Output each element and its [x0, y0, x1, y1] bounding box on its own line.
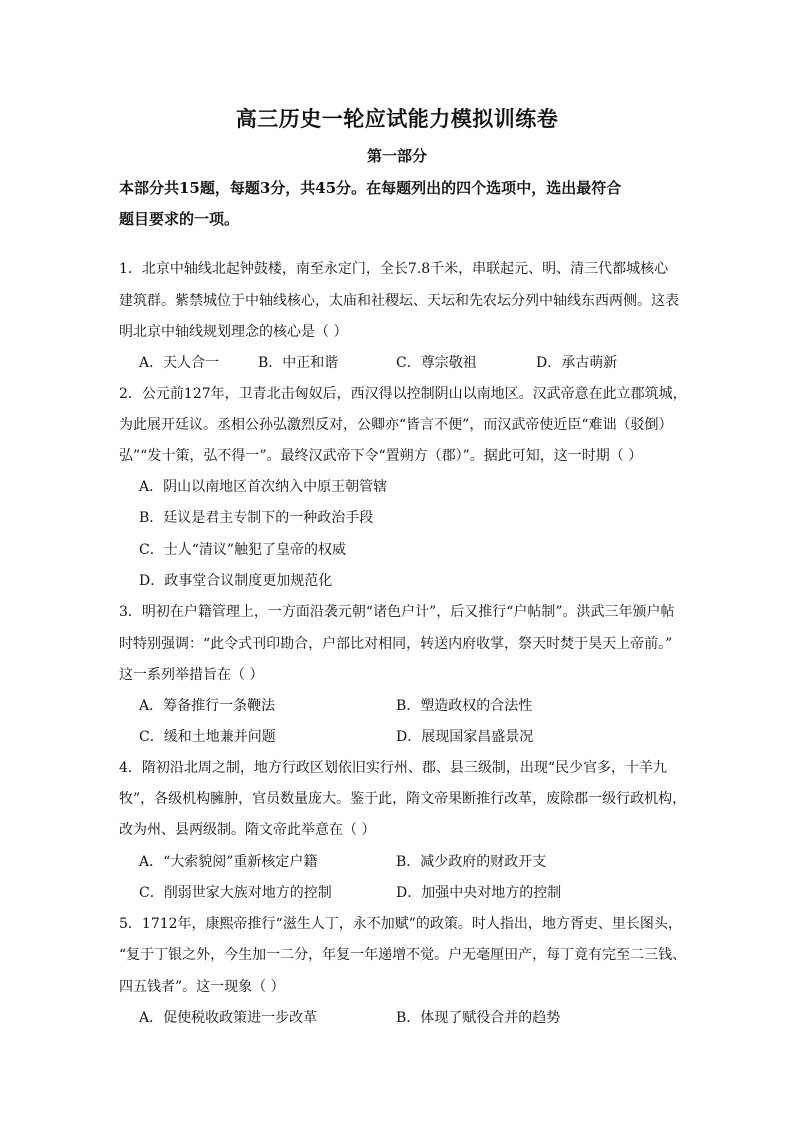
question-1-option-c[interactable]: C．尊宗敬祖	[396, 355, 477, 371]
question-3-option-d[interactable]: D．展现国家昌盛景况	[396, 729, 534, 745]
section-instructions	[119, 173, 679, 235]
question-5-text-line: “复于丁银之外，今生加一二分，年复一年递增不觉。户无毫厘田产，每丁竟有完至二三钱、	[119, 947, 687, 963]
question-3-option-c[interactable]: C．缓和土地兼并问题	[139, 729, 276, 745]
question-5-option-b[interactable]: B．体现了赋役合并的趋势	[396, 1010, 561, 1026]
exam-title: 高三历史一轮应试能力模拟训练卷	[235, 106, 559, 131]
question-4-text-line: 改为州、县两级制。隋文帝此举意在（ ）	[119, 822, 376, 838]
question-1-text-line: 明北京中轴线规划理念的核心是（ ）	[119, 324, 348, 340]
question-2-option-b[interactable]: B．廷议是君主专制下的一种政治手段	[139, 510, 374, 526]
question-1-option-b[interactable]: B．中正和谐	[258, 355, 339, 371]
question-1-option-d[interactable]: D．承古萌新	[536, 355, 618, 371]
question-5-option-a[interactable]: A．促使税收政策进一步改革	[139, 1010, 318, 1026]
question-4-text-line: 牧”，各级机构臃肿，官员数量庞大。鉴于此，隋文帝果断推行改革，废除郡一级行政机构，	[119, 791, 687, 807]
question-3-text-line: 时特别强调：“此令式刊印勘合，户部比对相同，转送内府收掌，祭天时焚于昊天上帝前。”	[119, 636, 673, 652]
question-5-text-line: 四五钱者”。这一现象（ ）	[119, 979, 285, 995]
question-4-option-c[interactable]: C．削弱世家大族对地方的控制	[139, 885, 332, 901]
question-3-text-line: 3．明初在户籍管理上，一方面沿袭元朝“诸色户计”，后又推行“户帖制”。洪武三年颁户帖	[119, 604, 675, 620]
question-2-text-line: 弘”“发十策，弘不得一”。最终汉武帝下令“置朔方（郡）”。据此可知，这一时期（ ）	[119, 448, 643, 464]
question-1-option-a[interactable]: A．天人合一	[139, 355, 220, 371]
instructions-line: 题目要求的一项。	[119, 210, 240, 228]
question-2-text-line: 2．公元前127年，卫青北击匈奴后，西汉得以控制阴山以南地区。汉武帝意在此立郡筑城，	[119, 386, 687, 402]
question-1-text-line: 建筑群。紫禁城位于中轴线核心，太庙和社稷坛、天坛和先农坛分列中轴线东西两侧。这表	[119, 293, 679, 309]
question-4-option-b[interactable]: B．减少政府的财政开支	[396, 854, 547, 870]
question-2-option-c[interactable]: C．士人“清议”触犯了皇帝的权威	[139, 542, 347, 558]
question-3-option-b[interactable]: B．塑造政权的合法性	[396, 698, 533, 714]
question-3-option-a[interactable]: A．筹备推行一条鞭法	[139, 698, 276, 714]
section-heading: 第一部分	[366, 147, 427, 165]
question-4-option-d[interactable]: D．加强中央对地方的控制	[396, 885, 562, 901]
question-3-text-line: 这一系列举措旨在（ ）	[119, 667, 264, 683]
question-2-option-d[interactable]: D．政事堂合议制度更加规范化	[139, 573, 333, 589]
question-4-text-line: 4．隋初沿北周之制，地方行政区划依旧实行州、郡、县三级制，出现“民少官多，十羊九	[119, 760, 668, 776]
instructions-line: 本部分共15题，每题3分，共45分。在每题列出的四个选项中，选出最符合	[119, 179, 622, 197]
question-1-text-line: 1．北京中轴线北起钟鼓楼，南至永定门，全长7.8千米，串联起元、明、清三代都城核心	[119, 261, 669, 277]
question-2-text-line: 为此展开廷议。丞相公孙弘激烈反对，公卿亦“皆言不便”，而汉武帝使近臣“难诎（驳倒）	[119, 417, 673, 433]
question-5-text-line: 5．1712年，康熙帝推行“滋生人丁，永不加赋”的政策。时人指出，地方胥吏、里长图头，	[119, 916, 682, 932]
question-2-option-a[interactable]: A．阴山以南地区首次纳入中原王朝管辖	[139, 479, 388, 495]
question-4-option-a[interactable]: A．“大索貌阅”重新核定户籍	[139, 854, 318, 870]
